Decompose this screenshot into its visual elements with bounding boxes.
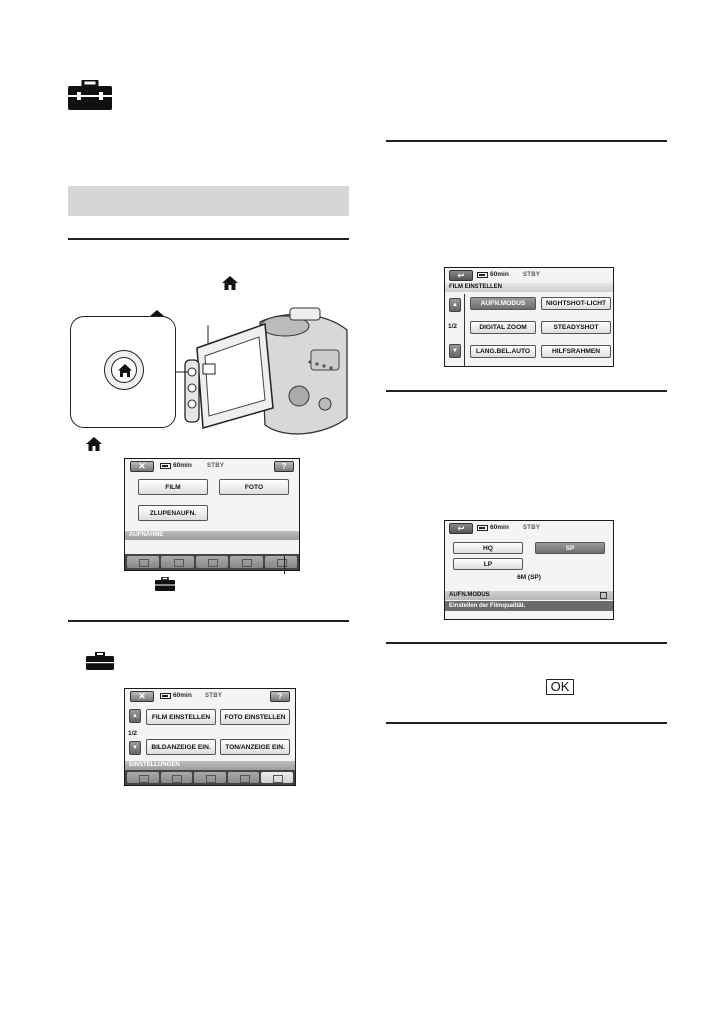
tab-camera[interactable] <box>127 772 159 783</box>
setting-title-band: AUFN.MODUS <box>445 591 613 600</box>
home-button[interactable] <box>104 350 144 390</box>
home-icon <box>221 275 239 291</box>
rule <box>386 642 667 644</box>
section-header-band <box>68 186 349 216</box>
status-text: STBY <box>207 463 225 469</box>
battery-icon <box>160 463 171 469</box>
option-foto-einstellen[interactable]: FOTO EINSTELLEN <box>220 709 290 725</box>
battery-indicator: 60min <box>160 462 192 469</box>
memo-icon <box>600 592 607 599</box>
status-text: STBY <box>205 693 223 699</box>
close-button[interactable]: ✕ <box>130 691 154 702</box>
category-tabs <box>125 554 299 570</box>
option-foto[interactable]: FOTO <box>219 479 289 495</box>
option-lp[interactable]: LP <box>453 558 523 570</box>
battery-icon <box>477 525 488 531</box>
scroll-down-button[interactable]: ▼ <box>129 741 141 755</box>
battery-indicator: 60min <box>477 524 509 531</box>
film-settings-screen <box>444 267 614 367</box>
option-tonanzeige[interactable]: TON/ANZEIGE EIN. <box>220 739 290 755</box>
back-button[interactable]: ↩ <box>449 523 473 534</box>
tab-camera[interactable] <box>127 556 159 568</box>
status-text: STBY <box>523 272 541 278</box>
battery-icon <box>477 272 488 278</box>
capacity-readout: 6M (SP) <box>517 574 541 581</box>
category-band: AUFNAHME <box>125 531 299 540</box>
help-button[interactable]: ? <box>274 461 294 472</box>
rule <box>68 620 349 622</box>
home-menu-screen <box>124 458 300 571</box>
back-button[interactable]: ↩ <box>449 270 473 281</box>
tab-other[interactable] <box>194 772 226 783</box>
callout-line <box>284 556 285 574</box>
option-zlupenaufn[interactable]: ZLUPENAUFN. <box>138 505 208 521</box>
tab-playback[interactable] <box>161 772 193 783</box>
scroll-up-button[interactable]: ▲ <box>129 709 141 723</box>
scroll-up-button[interactable]: ▲ <box>449 298 461 312</box>
description-band: Einstellen der Filmqualität. <box>445 601 613 611</box>
toolbox-icon <box>86 652 114 670</box>
recording-mode-screen <box>444 520 614 620</box>
option-steadyshot[interactable]: STEADYSHOT <box>541 321 611 334</box>
option-lang-bel-auto[interactable]: LANG.BEL.AUTO <box>470 345 536 358</box>
option-nightshot-licht[interactable]: NIGHTSHOT-LICHT <box>541 297 611 310</box>
rule <box>386 140 667 142</box>
tab-settings[interactable] <box>261 772 293 783</box>
home-icon <box>112 358 138 384</box>
category-tabs <box>125 770 295 785</box>
home-button-callout <box>70 316 176 428</box>
scroll-down-button[interactable]: ▼ <box>449 344 461 358</box>
option-hilfsrahmen[interactable]: HILFSRAHMEN <box>541 345 611 358</box>
tab-playback[interactable] <box>161 556 193 568</box>
option-hq[interactable]: HQ <box>453 542 523 554</box>
tab-settings[interactable] <box>265 556 297 568</box>
settings-screen <box>124 688 296 786</box>
divider <box>464 294 465 366</box>
battery-indicator: 60min <box>477 271 509 278</box>
option-bildanzeige[interactable]: BILDANZEIGE EIN. <box>146 739 216 755</box>
battery-icon <box>160 693 171 699</box>
page-indicator: 1/2 <box>128 730 138 737</box>
tab-other[interactable] <box>196 556 228 568</box>
rule <box>386 722 667 724</box>
battery-indicator: 60min <box>160 692 192 699</box>
option-aufn-modus[interactable]: AUFN.MODUS <box>470 297 536 310</box>
tab-manage[interactable] <box>228 772 260 783</box>
screen-title-band: FILM EINSTELLEN <box>445 283 613 292</box>
option-sp[interactable]: SP <box>535 542 605 554</box>
category-band: EINSTELLUNGEN <box>125 761 295 770</box>
close-button[interactable]: ✕ <box>130 461 154 472</box>
status-text: STBY <box>523 525 541 531</box>
option-film[interactable]: FILM <box>138 479 208 495</box>
page-indicator: 1/2 <box>448 323 458 330</box>
rule <box>68 238 349 240</box>
toolbox-icon <box>68 80 112 110</box>
ok-button[interactable]: OK <box>546 679 574 695</box>
help-button[interactable]: ? <box>270 691 290 702</box>
rule <box>386 390 667 392</box>
option-digital-zoom[interactable]: DIGITAL ZOOM <box>470 321 536 334</box>
tab-manage[interactable] <box>230 556 262 568</box>
option-film-einstellen[interactable]: FILM EINSTELLEN <box>146 709 216 725</box>
toolbox-icon <box>155 577 175 591</box>
